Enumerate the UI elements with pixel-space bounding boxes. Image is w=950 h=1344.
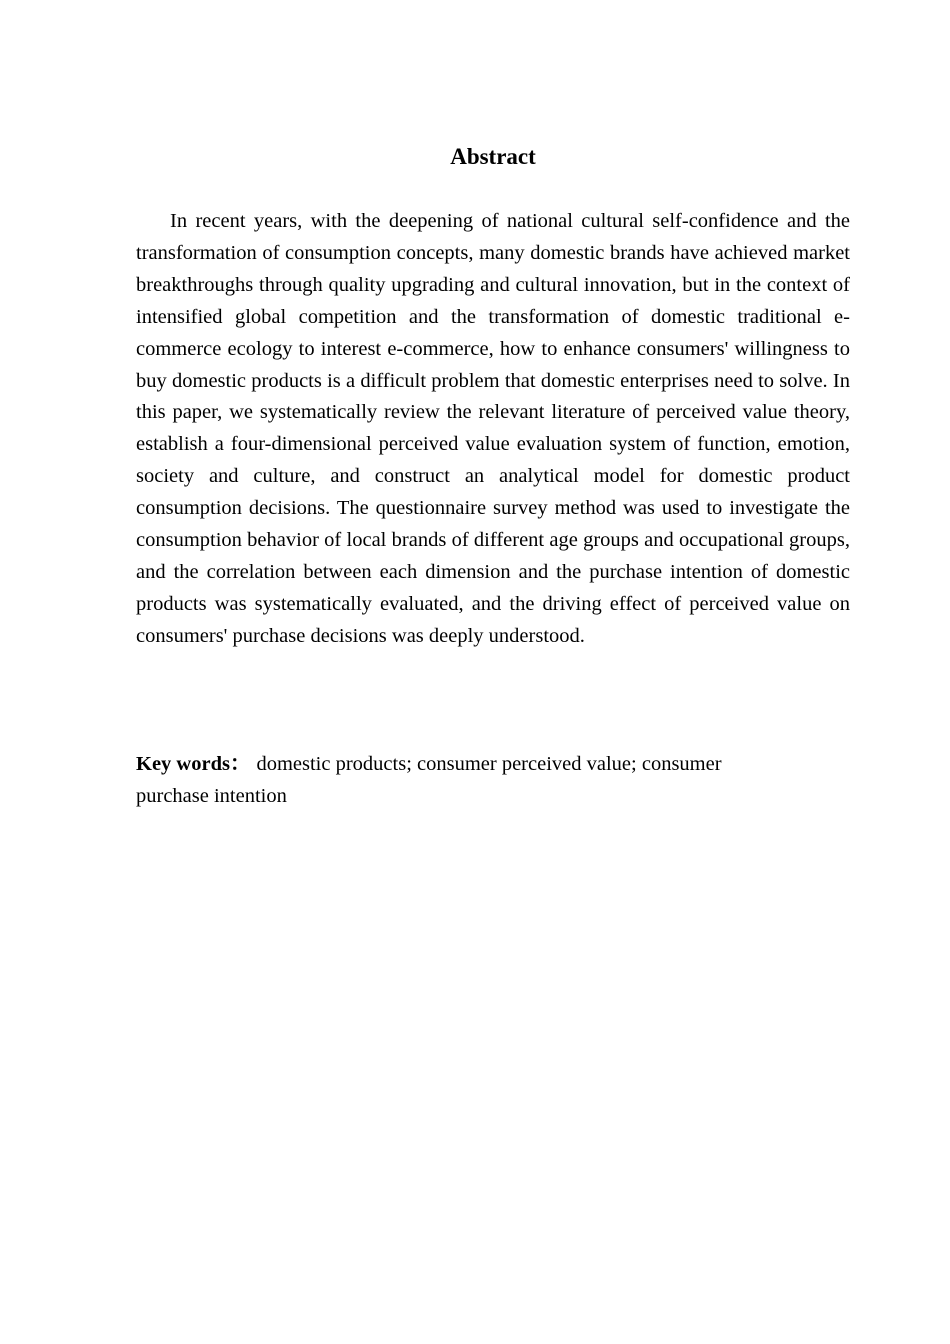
keywords-text: domestic products; consumer perceived value; consumer purchase intention <box>136 753 722 807</box>
keywords-line <box>136 749 796 813</box>
keywords-label: Key words <box>136 753 230 775</box>
abstract-paragraph: In recent years, with the deepening of national cultural self-confidence and the transformation of consumption concepts, many domestic brands have achieved market breakthroughs through quality upgrading and cultural innovation, but in the context of intensified global competition and the transformation of domestic traditional e-commerce ecology to interest e-commerce, how to enhance consumers' willingness to buy domestic products is a difficult problem that domestic enterprises need to solve. In this paper, we systematically review the relevant literature of perceived value theory, establish a four-dimensional perceived value evaluation system of function, emotion, society and culture, and construct an analytical model for domestic product consumption decisions. The questionnaire survey method was used to investigate the consumption behavior of local brands of different age groups and occupational groups, and the correlation between each dimension and the purchase intention of domestic products was systematically evaluated, and the driving effect of perceived value on consumers' purchase decisions was deeply understood. <box>136 210 850 647</box>
keywords-separator: ： <box>229 753 251 775</box>
abstract-title: Abstract <box>450 144 536 169</box>
